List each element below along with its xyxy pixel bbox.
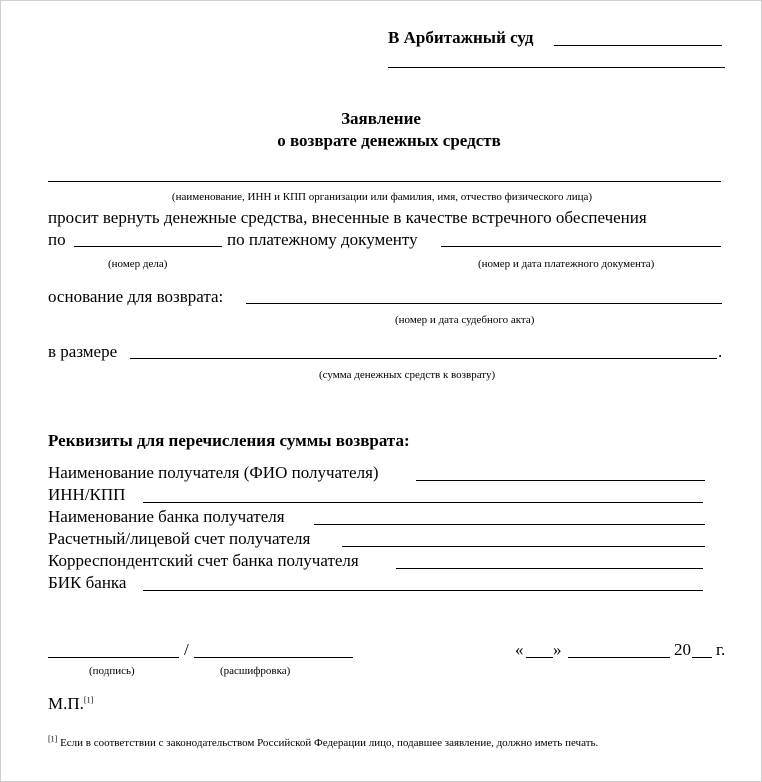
case-by-label: по [48, 230, 66, 249]
account-label: Расчетный/лицевой счет получателя [48, 529, 311, 548]
signature-decode-field[interactable] [194, 657, 353, 658]
amount-hint: (сумма денежных средств к возврату) [319, 369, 496, 381]
basis-label: основание для возврата: [48, 287, 224, 306]
stamp-footnote-ref[interactable]: [1] [83, 695, 94, 705]
stamp-label [48, 694, 93, 714]
amount-period: . [718, 342, 723, 361]
signature-decode-hint: (расшифровка) [220, 665, 291, 677]
document-title: Заявление [341, 109, 421, 128]
date-year-field[interactable] [692, 657, 712, 658]
footnote-text: Если в соответствии с законодательством Российской Федерации лицо, подавшее заявление, должно иметь печать. [60, 737, 599, 749]
basis-hint: (номер и дата судебного акта) [395, 314, 535, 326]
corr-account-field[interactable] [396, 568, 703, 569]
date-year-suffix: г. [716, 640, 726, 659]
amount-field[interactable] [130, 358, 717, 359]
date-quote-close: » [553, 640, 562, 659]
case-number-hint: (номер дела) [108, 258, 168, 270]
footnote [48, 736, 598, 750]
date-day-field[interactable] [526, 657, 553, 658]
date-year-prefix: 20 [674, 640, 691, 659]
bank-name-label: Наименование банка получателя [48, 507, 285, 526]
corr-account-label: Корреспондентский счет банка получателя [48, 551, 359, 570]
amount-label: в размере [48, 342, 118, 361]
payment-doc-hint: (номер и дата платежного документа) [478, 258, 655, 270]
inn-kpp-label: ИНН/КПП [48, 485, 126, 504]
signature-hint: (подпись) [89, 665, 135, 677]
signature-separator: / [184, 640, 189, 659]
inn-kpp-field[interactable] [143, 502, 703, 503]
applicant-field[interactable] [48, 181, 721, 182]
case-number-field[interactable] [74, 246, 222, 247]
footnote-ref: [1] [48, 734, 58, 744]
court-label: В Арбитажный суд [388, 28, 534, 47]
recipient-name-label: Наименование получателя (ФИО получателя) [48, 463, 379, 482]
signature-field[interactable] [48, 657, 179, 658]
date-quote-open: « [515, 640, 524, 659]
payment-doc-field[interactable] [441, 246, 721, 247]
applicant-hint: (наименование, ИНН и КПП организации или фамилия, имя, отчество физического лица) [171, 191, 593, 203]
document-subtitle: о возврате денежных средств [277, 131, 501, 150]
basis-field[interactable] [246, 303, 722, 304]
recipient-name-field[interactable] [416, 480, 705, 481]
requisites-heading: Реквизиты для перечисления суммы возврата: [48, 431, 410, 450]
request-text: просит вернуть денежные средства, внесенные в качестве встречного обеспечения [48, 208, 647, 227]
date-month-field[interactable] [568, 657, 670, 658]
bik-label: БИК банка [48, 573, 127, 592]
payment-doc-label: по платежному документу [227, 230, 418, 249]
account-field[interactable] [342, 546, 705, 547]
stamp-label-text: М.П. [48, 694, 84, 713]
court-name-field[interactable] [554, 45, 722, 46]
court-name-field-line2[interactable] [388, 67, 725, 68]
bank-name-field[interactable] [314, 524, 705, 525]
bik-field[interactable] [143, 590, 703, 591]
